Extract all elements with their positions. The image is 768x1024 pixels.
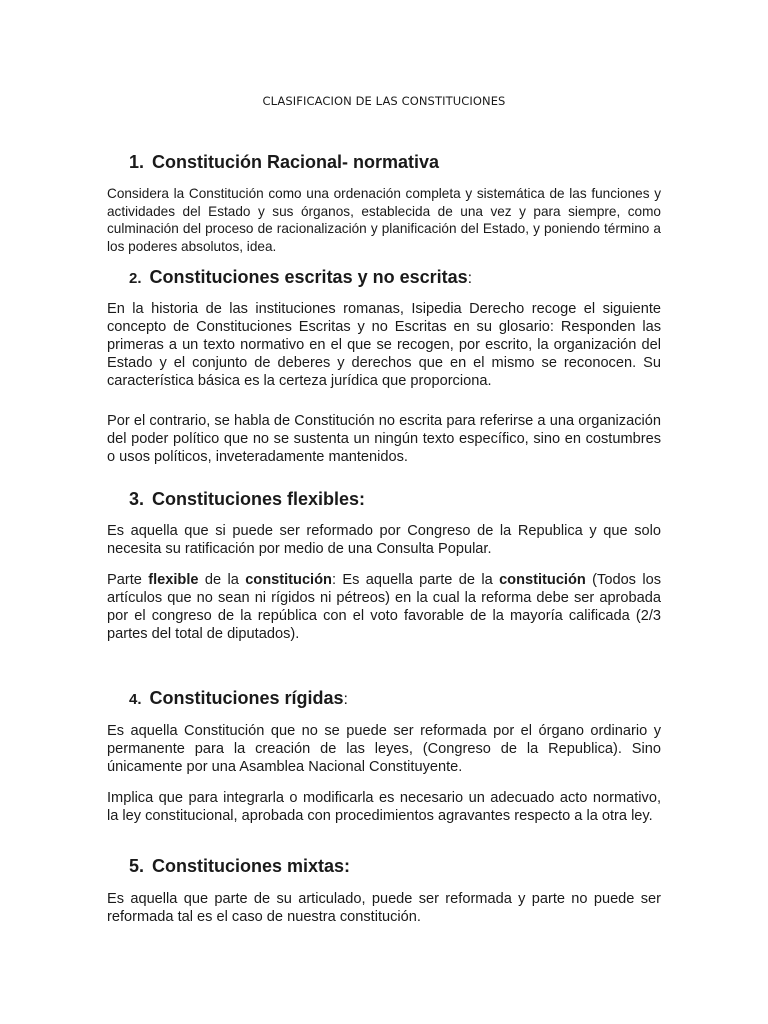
section-number: 3. [129,489,145,509]
heading-colon: : [343,691,348,708]
section-heading-mixtas [129,856,350,877]
section-paragraph: Es aquella que si puede ser reformado por Congreso de la Republica y que solo necesita su ratificación por medio de una Consulta Popular. [107,523,661,557]
text-run: de la [198,572,246,588]
section-heading-racional-normativa [129,152,439,173]
section-number: 5. [129,856,145,876]
section-heading-flexibles [129,489,365,510]
section-number: 1. [129,152,145,172]
text-run: : Es aquella parte de la [331,572,500,588]
text-run: Parte [107,572,149,588]
document-title: CLASIFICACION DE LAS CONSTITUCIONES [262,94,506,108]
section-title: Constituciones escritas y no escritas [149,267,468,287]
section-heading-rigidas [129,688,348,709]
section-paragraph: En la historia de las instituciones romanas, Isipedia Derecho recoge el siguiente concepto de Constituciones Escritas y no Escritas en su glosario: Responden las primeras a un texto normativo en el que se recogen, por escrito, la organización del Estado y el conjunto de deberes y derechos que en el mismo se reconocen. Su característica básica es la certeza jurídica que proporciona. [107,301,661,389]
section-title: Constituciones rígidas [149,688,344,708]
bold-term: constitución [245,572,332,588]
text-run: (Todos los artículos que no sean ni rígidos ni pétreos) en la cual la reforma debe ser aprobada por el congreso de la república con el voto favorable de la mayoría calificada (2/3 partes del total de diputados). [107,572,661,642]
section-rich-paragraph [107,571,661,643]
section-title: Constituciones mixtas: [152,856,351,876]
section-heading-escritas-no-escritas [129,267,472,288]
section-paragraph: Es aquella que parte de su articulado, puede ser reformada y parte no puede ser reformada tal es el caso de nuestra constitución. [107,891,661,925]
section-title: Constituciones flexibles: [152,489,366,509]
section-paragraph: Implica que para integrarla o modificarla es necesario un adecuado acto normativo, la ley constitucional, aprobada con procedimientos agravantes respecto a la otra ley. [107,790,661,824]
section-paragraph: Considera la Constitución como una ordenación completa y sistemática de las funciones y actividades del Estado y sus órganos, establecida de una vez y para siempre, como culminación del proceso de racionalización y planificación del Estado, y poniendo término a los poderes absolutos, idea. [107,186,661,254]
bold-term: flexible [148,572,199,588]
bold-term: constitución [499,572,586,588]
section-paragraph: Por el contrario, se habla de Constitución no escrita para referirse a una organización del poder político que no se sustenta un ningún texto específico, sino en costumbres o usos políticos, inveteradamente mantenidos. [107,413,661,465]
heading-colon: : [467,270,473,287]
section-paragraph: Es aquella Constitución que no se puede ser reformada por el órgano ordinario y permanente para la creación de las leyes, (Congreso de la Republica). Sino únicamente por una Asamblea Nacional Constituyente. [107,723,661,775]
section-title: Constitución Racional- normativa [152,152,440,172]
section-number: 2. [129,270,142,287]
section-number: 4. [129,691,142,708]
